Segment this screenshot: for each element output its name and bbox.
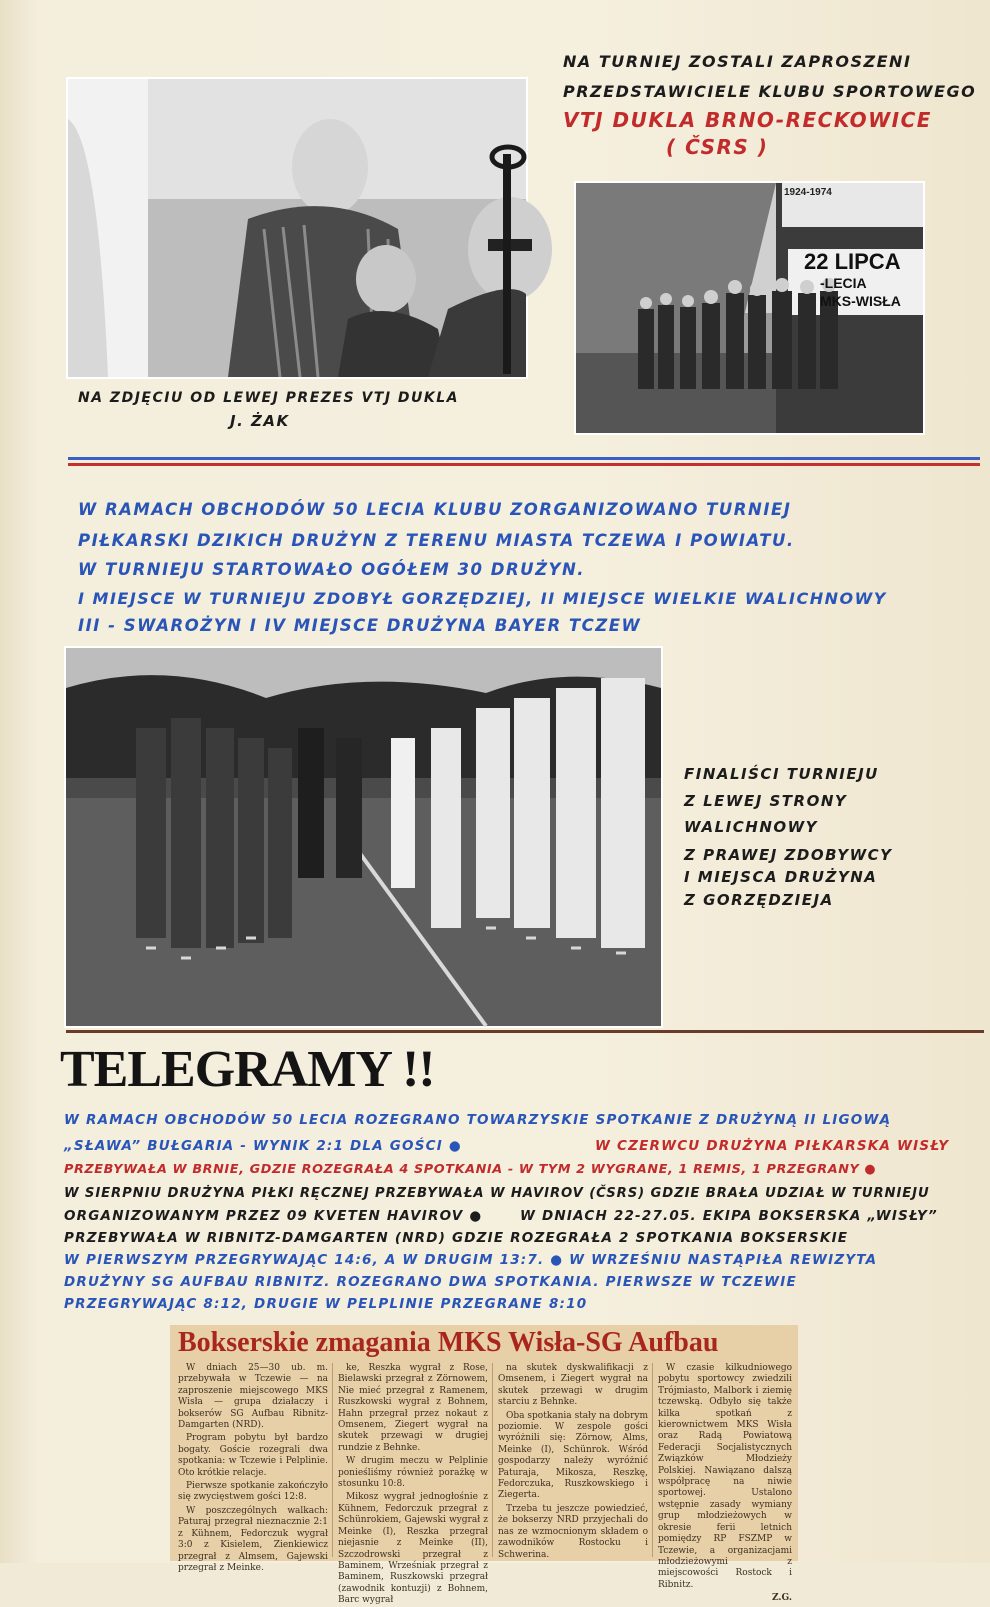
telegramy-line3: PRZEBYWAŁA W BRNIE, GDZIE ROZEGRAŁA 4 SPOTKANIA - W TYM 2 WYGRANE, 1 REMIS, 1 PRZEGRANY ● <box>64 1162 877 1177</box>
tournament-line4: I MIEJSCE W TURNIEJU ZDOBYŁ GORZĘDZIEJ, II MIEJSCE WIELKIE WALICHNOWY <box>78 589 887 608</box>
tournament-line3: W TURNIEJU STARTOWAŁO OGÓŁEM 30 DRUŻYN. <box>78 560 586 579</box>
clipping-col1-p1: W dniach 25—30 ub. m. przebywała w Tczewie — na zaproszenie miejscowego MKS Wisła — grupa działaczy i bokserów SG Aufbau Ribnitz-Damgarten (NRD). <box>178 1363 328 1431</box>
tournament-line1: W RAMACH OBCHODÓW 50 LECIA KLUBU ZORGANIZOWANO TURNIEJ <box>78 500 792 519</box>
finalists-line6: Z GORZĘDZIEJA <box>684 891 834 909</box>
finalists-line4: Z PRAWEJ ZDOBYWCY <box>684 846 893 864</box>
clipping-col2-p3: Mikosz wygrał jednogłośnie z Kühnem, Fedorczuk przegrał z Schünrokiem, Gajewski wygrał z Meinke (I), Reszka przegrał niejasnie z Meinke (II), Szczodrowski przegrał z Baminem, Wrześniak przegrał z Baminem, Ruszkowski przegrał (zawodnik kontuzji) z Bohnem, Barc wygrał <box>338 1492 488 1606</box>
tournament-line5: III - SWAROŻYN I IV MIEJSCE DRUŻYNA BAYER TCZEW <box>78 616 642 635</box>
tournament-line2: PIŁKARSKI DZIKICH DRUŻYN Z TERENU MIASTA TCZEWA I POWIATU. <box>78 531 795 550</box>
clipping-column-4 <box>658 1363 792 1604</box>
telegramy-line5b: W DNIACH 22-27.05. EKIPA BOKSERSKA „WISŁY” <box>520 1208 938 1224</box>
clipping-col3-p2: Oba spotkania stały na dobrym poziomie. W zespole gości wyróżnili się: Zörnow, Alms, Meinke (I), Schünrok. Wśród gospodarzy należy wyróżnić Paturaja, Mikosza, Reszkę, Fedorczuka, Ruszkowskiego i Ziegerta. <box>498 1410 648 1501</box>
clipping-col2-p1: ke, Reszka wygrał z Rose, Bielawski przegrał z Zörnowem, Nie mieć przegrał z Ramenem, Ruszkowski wygrał z Bohnem, Hahn przegrał przez nokaut z Omsenem, Ziegert wygrał na skutek przewagi w drugiej rundzie z Behnke. <box>338 1363 488 1453</box>
banner-years: 1924-1974 <box>784 187 832 198</box>
finalists-line3: WALICHNOWY <box>684 818 819 836</box>
photo1-caption-line1: NA ZDJĘCIU OD LEWEJ PREZES VTJ DUKLA <box>78 390 460 406</box>
clipping-column-3 <box>498 1363 648 1559</box>
finalists-line1: FINALIŚCI TURNIEJU <box>684 765 879 783</box>
photo-finalists <box>66 648 661 1026</box>
clipping-col4-p1: W czasie kilkudniowego pobytu sportowcy zwiedzili Trójmiasto, Malbork i ziemię tczewską. Odbyło się także kilka spotkań z kierownictwem MKS Wisła oraz Radą Powiatową Federacji Socjalistycznych Związków Młodzieży Polskiej. Nawiązano dalszą współpracę na niwie sportowej. Ustalono wstępnie zasady wymiany grup młodzieżowych w okresie ferii letnich pomiędzy RP FSZMP w Tczewie, a organizacjami młodzieżowymi z miejscowości Rostock i Ribnitz. <box>658 1363 792 1590</box>
clipping-col1-p3: Pierwsze spotkanie zakończyło się zwycięstwem gości 12:8. <box>178 1481 328 1503</box>
telegramy-line2b: W CZERWCU DRUŻYNA PIŁKARSKA WISŁY <box>595 1138 950 1154</box>
clipping-col1-p4: W poszczególnych walkach: Paturaj przegrał nieznacznie 2:1 z Kühnem, Fedorczuk wygrał 3:0 z Kisielem, Zienkiewicz przegrał z Almsem, Gajewski przegrał z Meinke. <box>178 1505 328 1573</box>
clipping-headline: Bokserskie zmagania MKS Wisła-SG Aufbau <box>178 1327 719 1358</box>
invited-caption-line1: NA TURNIEJ ZOSTALI ZAPROSZENI <box>563 52 912 71</box>
clipping-column-2 <box>338 1363 488 1606</box>
invited-caption-line4: ( ČSRS ) <box>666 135 769 159</box>
finalists-line2: Z LEWEJ STRONY <box>684 792 848 810</box>
invited-caption-line2: PRZEDSTAWICIELE KLUBU SPORTOWEGO <box>563 82 977 101</box>
photo-delegation <box>576 183 923 433</box>
separator-red-top <box>68 463 980 466</box>
newspaper-clipping <box>170 1325 798 1606</box>
telegramy-line8: DRUŻYNY SG AUFBAU RIBNITZ. ROZEGRANO DWA SPOTKANIA. PIERWSZE W TCZEWIE <box>64 1274 797 1290</box>
telegramy-heading: TELEGRAMY !! <box>60 1041 435 1098</box>
photo-dignitaries-image <box>68 79 526 377</box>
telegramy-line2a: „SŁAWA” BUŁGARIA - WYNIK 2:1 DLA GOŚCI ● <box>64 1138 462 1154</box>
photo-dignitaries <box>68 79 526 377</box>
separator-blue-top <box>68 457 980 460</box>
clipping-column-1 <box>178 1363 328 1573</box>
telegramy-line5a: ORGANIZOWANYM PRZEZ 09 KVETEN HAVIROV ● <box>64 1208 483 1224</box>
clipping-col1-p2: Program pobytu był bardzo bogaty. Goście rozegrali dwa spotkania: w Tczewie i Pelplinie. Oto krótkie relacje. <box>178 1433 328 1478</box>
clipping-col3-p1: na skutek dyskwalifikacji z Omsenem, i Ziegert wygrał na skutek przewagi w drugim starciu z Behnke. <box>498 1363 648 1408</box>
clipping-col2-p2: W drugim meczu w Pelplinie ponieśliśmy również porażkę w stosunku 10:8. <box>338 1456 488 1490</box>
telegramy-line4: W SIERPNIU DRUŻYNA PIŁKI RĘCZNEJ PRZEBYWAŁA W HAVIROV (ČSRS) GDZIE BRAŁA UDZIAŁ W TURNIEJU <box>64 1186 930 1201</box>
separator-brown <box>66 1030 984 1033</box>
banner-lecia: -LECIA <box>820 275 867 291</box>
telegramy-line6: PRZEBYWAŁA W RIBNITZ-DAMGARTEN (NRD) GDZIE ROZEGRAŁA 2 SPOTKANIA BOKSERSKIE <box>64 1230 849 1246</box>
clipping-column-divider <box>652 1363 653 1557</box>
telegramy-line1: W RAMACH OBCHODÓW 50 LECIA ROZEGRANO TOWARZYSKIE SPOTKANIE Z DRUŻYNĄ II LIGOWĄ <box>64 1112 892 1128</box>
photo1-caption-line2: J. ŻAK <box>230 412 290 430</box>
finalists-line5: I MIEJSCA DRUŻYNA <box>684 868 878 886</box>
clipping-column-divider <box>492 1363 493 1557</box>
telegramy-line9: PRZEGRYWAJĄC 8:12, DRUGIE W PELPLINIE PRZEGRANE 8:10 <box>64 1296 588 1312</box>
photo-finalists-image <box>66 648 661 1026</box>
clipping-signature: Z.G. <box>771 1593 792 1604</box>
clipping-column-divider <box>332 1363 333 1557</box>
invited-caption-line3: VTJ DUKLA BRNO-RECKOWICE <box>563 108 932 132</box>
clipping-col3-p3: Trzeba tu jeszcze powiedzieć, że bokserzy NRD przyjechali do nas ze wzmocnionym składem o zawodników Rostocku i Schwerina. <box>498 1503 648 1560</box>
banner-club: MKS-WISŁA <box>820 293 901 309</box>
telegramy-line7: W PIERWSZYM PRZEGRYWAJĄC 14:6, A W DRUGIM 13:7. ● W WRZEŚNIU NASTĄPIŁA REWIZYTA <box>64 1252 878 1268</box>
banner-date: 22 LIPCA <box>804 249 901 274</box>
